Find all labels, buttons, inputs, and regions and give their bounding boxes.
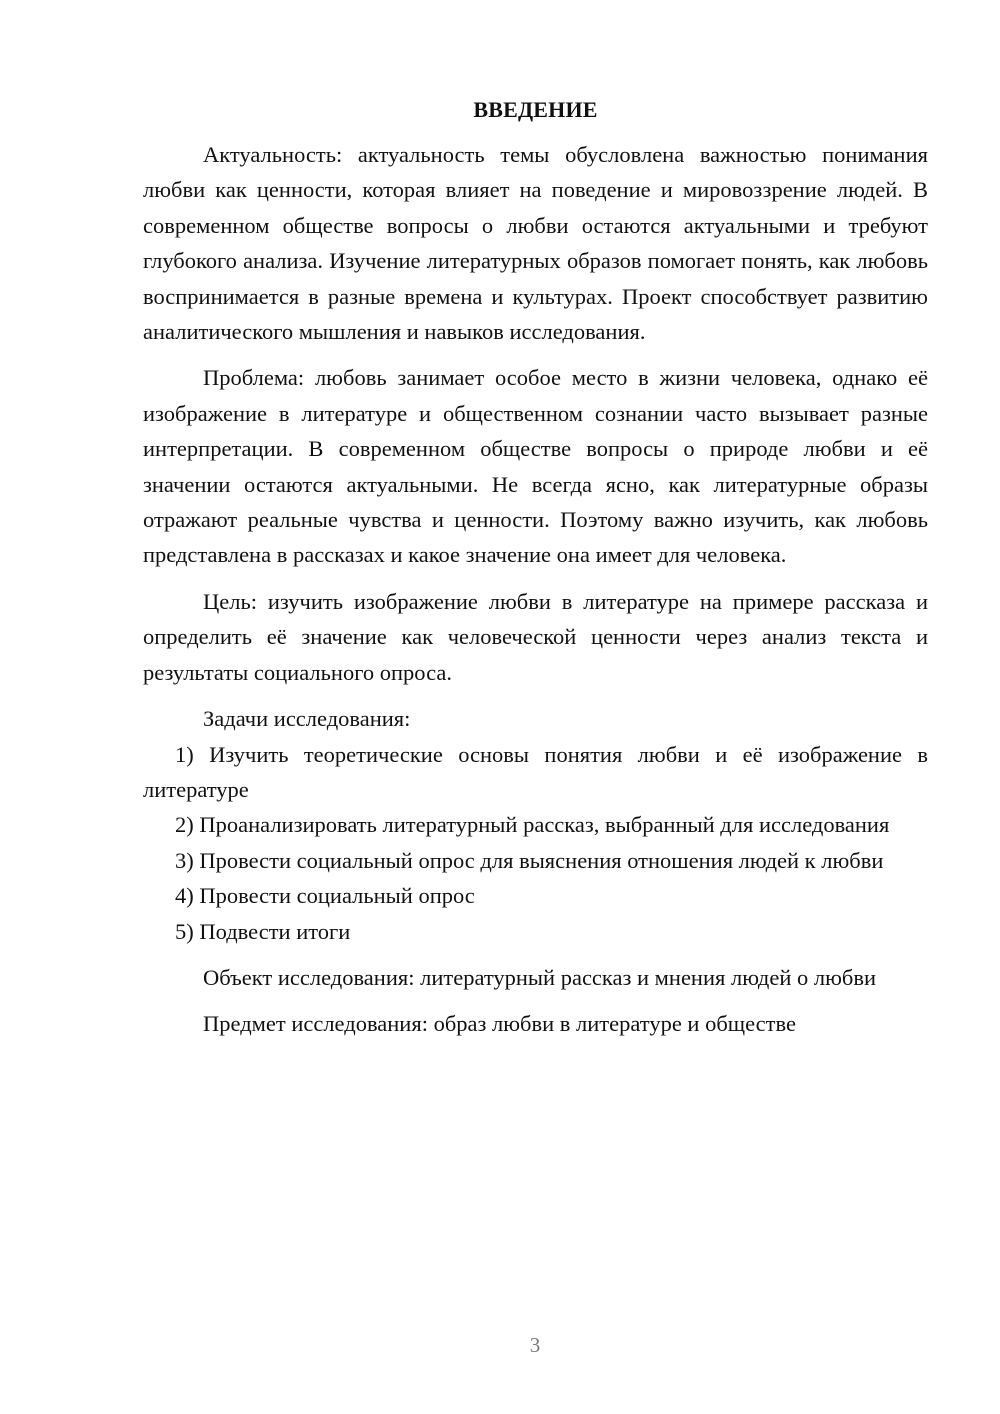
- page-content: [143, 92, 928, 1042]
- task-item-2: 2) Проанализировать литературный рассказ, выбранный для исследования: [175, 812, 890, 838]
- tasks-title: Задачи исследования:: [203, 706, 411, 732]
- page-number: 3: [529, 1333, 541, 1357]
- problem-paragraph: Проблема: любовь занимает особое место в жизни человека, однако её изображение в литературе и общественном сознании часто вызывает разные интерпретации. В современном обществе вопросы о природе любви и её значении остаются актуальными. Не всегда ясно, как литературные образы отражают реальные чувства и ценности. Поэтому важно изучить, как любовь представлена в рассказах и какое значение она имеет для человека.: [143, 365, 928, 568]
- task-item-4: 4) Провести социальный опрос: [175, 883, 475, 909]
- task-item-3: 3) Провести социальный опрос для выяснения отношения людей к любви: [175, 847, 884, 873]
- subject-paragraph: Предмет исследования: образ любви в литературе и обществе: [203, 1011, 796, 1037]
- task-item-1: 1) Изучить теоретические основы понятия любви и её изображение в литературе: [143, 741, 928, 802]
- relevance-paragraph: Актуальность: актуальность темы обусловлена важностью понимания любви как ценности, которая влияет на поведение и мировоззрение людей. В современном обществе вопросы о любви остаются актуальными и требуют глубокого анализа. Изучение литературных образов помогает понять, как любовь воспринимается в разные времена и культурах. Проект способствует развитию аналитического мышления и навыков исследования.: [143, 142, 928, 345]
- goal-paragraph: Цель: изучить изображение любви в литературе на примере рассказа и определить её значение как человеческой ценности через анализ текста и результаты социального опроса.: [143, 588, 928, 685]
- section-heading: ВВЕДЕНИЕ: [473, 97, 598, 122]
- task-item-5: 5) Подвести итоги: [175, 918, 351, 944]
- object-paragraph: Объект исследования: литературный рассказ и мнения людей о любви: [203, 964, 877, 990]
